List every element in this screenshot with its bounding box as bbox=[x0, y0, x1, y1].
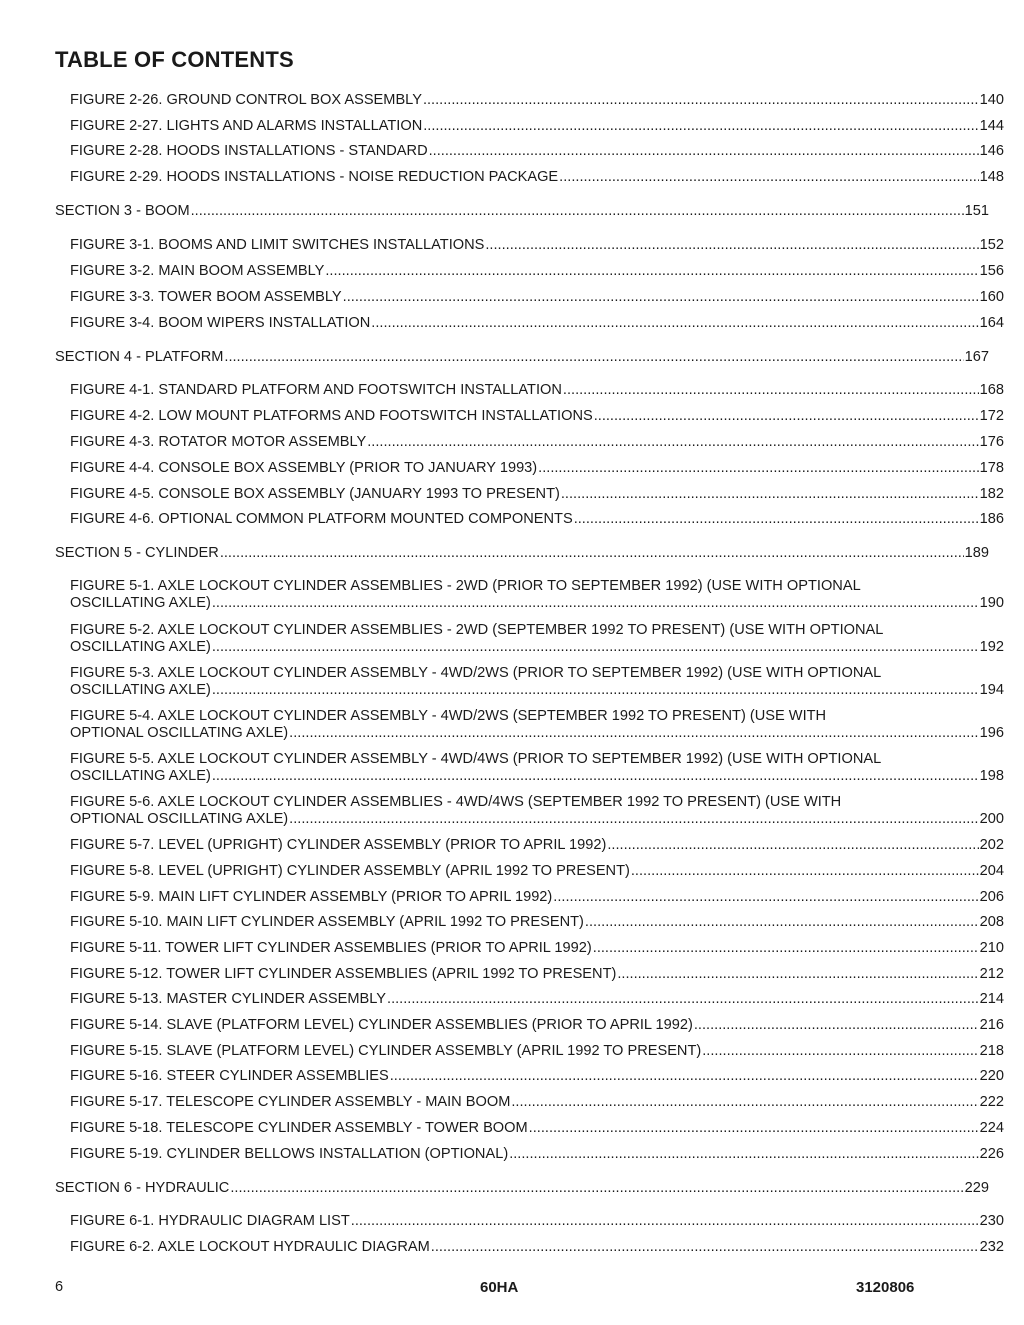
toc-page-number: 144 bbox=[979, 118, 1004, 134]
dot-leader bbox=[230, 1180, 963, 1197]
toc-page-number: 176 bbox=[979, 434, 1004, 450]
toc-entry-title-line1: FIGURE 5-2. AXLE LOCKOUT CYLINDER ASSEMBLIES - 2WD (SEPTEMBER 1992 TO PRESENT) (USE WITH OPTIONAL bbox=[70, 622, 884, 638]
toc-page-number: 206 bbox=[979, 889, 1004, 905]
toc-figure-entry[interactable] bbox=[0, 940, 1004, 957]
toc-entry-title: FIGURE 3-3. TOWER BOOM ASSEMBLY bbox=[70, 289, 342, 305]
dot-leader bbox=[343, 289, 979, 306]
toc-entry-title: FIGURE 5-12. TOWER LIFT CYLINDER ASSEMBLIES (APRIL 1992 TO PRESENT) bbox=[70, 966, 617, 982]
toc-entry-title: SECTION 3 - BOOM bbox=[55, 203, 190, 219]
toc-figure-entry[interactable] bbox=[0, 578, 1004, 612]
toc-figure-entry[interactable] bbox=[0, 92, 1004, 109]
toc-figure-entry[interactable] bbox=[0, 863, 1004, 880]
dot-leader bbox=[607, 837, 978, 854]
dot-leader bbox=[423, 118, 978, 135]
toc-figure-entry[interactable] bbox=[0, 837, 1004, 854]
footer-doc-number: 3120806 bbox=[856, 1279, 915, 1296]
toc-page-number: 220 bbox=[979, 1068, 1004, 1084]
toc-entry-title-line1: FIGURE 5-5. AXLE LOCKOUT CYLINDER ASSEMBLY - 4WD/4WS (PRIOR TO SEPTEMBER 1992) (USE WITH OPTIONAL bbox=[70, 751, 882, 767]
toc-entry-title-line1: FIGURE 5-6. AXLE LOCKOUT CYLINDER ASSEMBLIES - 4WD/4WS (SEPTEMBER 1992 TO PRESENT) (USE WITH bbox=[70, 794, 842, 810]
toc-entry-title: FIGURE 5-18. TELESCOPE CYLINDER ASSEMBLY - TOWER BOOM bbox=[70, 1120, 528, 1136]
toc-page-number: 152 bbox=[979, 237, 1004, 253]
dot-leader bbox=[585, 914, 979, 931]
toc-figure-entry[interactable] bbox=[0, 408, 1004, 425]
toc-entry-title: FIGURE 2-26. GROUND CONTROL BOX ASSEMBLY bbox=[70, 92, 422, 108]
toc-section-entry[interactable] bbox=[0, 349, 989, 366]
toc-page-number: 164 bbox=[979, 315, 1004, 331]
dot-leader bbox=[367, 434, 978, 451]
dot-leader bbox=[631, 863, 979, 880]
page-title: TABLE OF CONTENTS bbox=[55, 47, 294, 72]
toc-page-number: 178 bbox=[979, 460, 1004, 476]
dot-leader bbox=[371, 315, 978, 332]
toc-figure-entry[interactable] bbox=[0, 889, 1004, 906]
toc-page-number: 200 bbox=[979, 811, 1004, 827]
toc-entry-title: FIGURE 5-19. CYLINDER BELLOWS INSTALLATION (OPTIONAL) bbox=[70, 1146, 509, 1162]
dot-leader bbox=[574, 511, 979, 528]
dot-leader bbox=[212, 682, 979, 699]
toc-page-number: 210 bbox=[979, 940, 1004, 956]
toc-entry-title: FIGURE 5-11. TOWER LIFT CYLINDER ASSEMBLIES (PRIOR TO APRIL 1992) bbox=[70, 940, 592, 956]
toc-entry-title: FIGURE 4-2. LOW MOUNT PLATFORMS AND FOOTSWITCH INSTALLATIONS bbox=[70, 408, 593, 424]
dot-leader bbox=[485, 237, 978, 254]
toc-entry-title-line1: FIGURE 5-4. AXLE LOCKOUT CYLINDER ASSEMBLY - 4WD/2WS (SEPTEMBER 1992 TO PRESENT) (USE WITH bbox=[70, 708, 827, 724]
toc-figure-entry[interactable] bbox=[0, 118, 1004, 135]
toc-entry-title: FIGURE 6-2. AXLE LOCKOUT HYDRAULIC DIAGRAM bbox=[70, 1239, 430, 1255]
toc-figure-entry[interactable] bbox=[0, 143, 1004, 160]
toc-entry-title: FIGURE 4-5. CONSOLE BOX ASSEMBLY (JANUARY 1993 TO PRESENT) bbox=[70, 486, 560, 502]
toc-page-number: 190 bbox=[979, 595, 1004, 611]
toc-page-number: 146 bbox=[979, 143, 1004, 159]
dot-leader bbox=[617, 966, 978, 983]
toc-figure-entry[interactable] bbox=[0, 315, 1004, 332]
toc-entry-title: FIGURE 3-2. MAIN BOOM ASSEMBLY bbox=[70, 263, 325, 279]
toc-entry-title: FIGURE 4-6. OPTIONAL COMMON PLATFORM MOUNTED COMPONENTS bbox=[70, 511, 573, 527]
toc-page-number: 222 bbox=[979, 1094, 1004, 1110]
toc-figure-entry[interactable] bbox=[0, 486, 1004, 503]
toc-page-number: 168 bbox=[979, 382, 1004, 398]
toc-entry-title: FIGURE 6-1. HYDRAULIC DIAGRAM LIST bbox=[70, 1213, 350, 1229]
toc-entry-title: SECTION 6 - HYDRAULIC bbox=[55, 1180, 230, 1196]
toc-page-number: 208 bbox=[979, 914, 1004, 930]
dot-leader bbox=[511, 1094, 978, 1111]
dot-leader bbox=[553, 889, 978, 906]
toc-page-number: 204 bbox=[979, 863, 1004, 879]
toc-entry-title: FIGURE 5-8. LEVEL (UPRIGHT) CYLINDER ASSEMBLY (APRIL 1992 TO PRESENT) bbox=[70, 863, 630, 879]
toc-entry-title: SECTION 4 - PLATFORM bbox=[55, 349, 224, 365]
toc-page-number: 151 bbox=[964, 203, 989, 219]
footer-model: 60HA bbox=[480, 1279, 519, 1296]
toc-figure-entry[interactable] bbox=[0, 1094, 1004, 1111]
toc-section-entry[interactable] bbox=[0, 545, 989, 562]
dot-leader bbox=[538, 460, 978, 477]
toc-entry-title: OPTIONAL OSCILLATING AXLE) bbox=[70, 811, 289, 827]
toc-figure-entry[interactable] bbox=[0, 1146, 1004, 1163]
toc-entry-title: FIGURE 2-29. HOODS INSTALLATIONS - NOISE REDUCTION PACKAGE bbox=[70, 169, 559, 185]
toc-entry-title: FIGURE 5-14. SLAVE (PLATFORM LEVEL) CYLINDER ASSEMBLIES (PRIOR TO APRIL 1992) bbox=[70, 1017, 693, 1033]
toc-page-number: 192 bbox=[979, 639, 1004, 655]
dot-leader bbox=[431, 1239, 979, 1256]
dot-leader bbox=[563, 382, 979, 399]
toc-page-number: 167 bbox=[964, 349, 989, 365]
toc-figure-entry[interactable] bbox=[0, 460, 1004, 477]
toc-figure-entry[interactable] bbox=[0, 1213, 1004, 1230]
toc-page-number: 226 bbox=[979, 1146, 1004, 1162]
toc-entry-title: FIGURE 2-28. HOODS INSTALLATIONS - STANDARD bbox=[70, 143, 428, 159]
toc-figure-entry[interactable] bbox=[0, 169, 1004, 186]
toc-entry-title: FIGURE 5-10. MAIN LIFT CYLINDER ASSEMBLY (APRIL 1992 TO PRESENT) bbox=[70, 914, 584, 930]
toc-page-number: 194 bbox=[979, 682, 1004, 698]
dot-leader bbox=[220, 545, 964, 562]
toc-entry-title: FIGURE 5-13. MASTER CYLINDER ASSEMBLY bbox=[70, 991, 387, 1007]
toc-figure-entry[interactable] bbox=[0, 794, 1004, 828]
toc-page-number: 156 bbox=[979, 263, 1004, 279]
toc-entry-title: SECTION 5 - CYLINDER bbox=[55, 545, 219, 561]
toc-figure-entry[interactable] bbox=[0, 1017, 1004, 1034]
toc-entry-title: FIGURE 3-4. BOOM WIPERS INSTALLATION bbox=[70, 315, 371, 331]
toc-figure-entry[interactable] bbox=[0, 991, 1004, 1008]
toc-entry-title: FIGURE 2-27. LIGHTS AND ALARMS INSTALLATION bbox=[70, 118, 423, 134]
toc-page-number: 230 bbox=[979, 1213, 1004, 1229]
toc-entry-title: FIGURE 3-1. BOOMS AND LIMIT SWITCHES INSTALLATIONS bbox=[70, 237, 485, 253]
toc-figure-entry[interactable] bbox=[0, 382, 1004, 399]
dot-leader bbox=[191, 203, 964, 220]
dot-leader bbox=[559, 169, 978, 186]
toc-figure-entry[interactable] bbox=[0, 622, 1004, 656]
toc-entry-title-line1: FIGURE 5-3. AXLE LOCKOUT CYLINDER ASSEMBLY - 4WD/2WS (PRIOR TO SEPTEMBER 1992) (USE WITH OPTIONAL bbox=[70, 665, 882, 681]
dot-leader bbox=[289, 725, 978, 742]
dot-leader bbox=[509, 1146, 978, 1163]
toc-entry-title: OSCILLATING AXLE) bbox=[70, 768, 211, 784]
dot-leader bbox=[325, 263, 978, 280]
toc-figure-entry[interactable] bbox=[0, 1043, 1004, 1060]
toc-section-entry[interactable] bbox=[0, 203, 989, 220]
toc-entry-title: FIGURE 5-16. STEER CYLINDER ASSEMBLIES bbox=[70, 1068, 389, 1084]
dot-leader bbox=[694, 1017, 979, 1034]
dot-leader bbox=[561, 486, 979, 503]
toc-page-number: 182 bbox=[979, 486, 1004, 502]
toc-page-number: 229 bbox=[964, 1180, 989, 1196]
toc-figure-entry[interactable] bbox=[0, 1068, 1004, 1085]
dot-leader bbox=[224, 349, 963, 366]
toc-page-number: 198 bbox=[979, 768, 1004, 784]
dot-leader bbox=[702, 1043, 978, 1060]
dot-leader bbox=[351, 1213, 979, 1230]
toc-figure-entry[interactable] bbox=[0, 966, 1004, 983]
toc-page-number: 216 bbox=[979, 1017, 1004, 1033]
toc-page-number: 202 bbox=[979, 837, 1004, 853]
footer-page-number: 6 bbox=[55, 1279, 64, 1295]
toc-page-number: 172 bbox=[979, 408, 1004, 424]
toc-figure-entry[interactable] bbox=[0, 665, 1004, 699]
toc-entry-title: FIGURE 5-7. LEVEL (UPRIGHT) CYLINDER ASSEMBLY (PRIOR TO APRIL 1992) bbox=[70, 837, 607, 853]
toc-page-number: 218 bbox=[979, 1043, 1004, 1059]
toc-page-number: 189 bbox=[964, 545, 989, 561]
dot-leader bbox=[429, 143, 979, 160]
dot-leader bbox=[593, 940, 979, 957]
dot-leader bbox=[212, 639, 979, 656]
toc-page-number: 214 bbox=[979, 991, 1004, 1007]
toc-page-number: 186 bbox=[979, 511, 1004, 527]
toc-figure-entry[interactable] bbox=[0, 434, 1004, 451]
toc-section-entry[interactable] bbox=[0, 1180, 989, 1197]
toc-figure-entry[interactable] bbox=[0, 1239, 1004, 1256]
toc-page-number: 212 bbox=[979, 966, 1004, 982]
toc-entry-title: FIGURE 5-17. TELESCOPE CYLINDER ASSEMBLY - MAIN BOOM bbox=[70, 1094, 511, 1110]
dot-leader bbox=[212, 768, 979, 785]
toc-entry-title: OSCILLATING AXLE) bbox=[70, 639, 211, 655]
toc-page-number: 160 bbox=[979, 289, 1004, 305]
dot-leader bbox=[594, 408, 979, 425]
toc-entry-title-line1: FIGURE 5-1. AXLE LOCKOUT CYLINDER ASSEMBLIES - 2WD (PRIOR TO SEPTEMBER 1992) (USE WITH OPTIONAL bbox=[70, 578, 861, 594]
dot-leader bbox=[423, 92, 979, 109]
toc-entry-title: OSCILLATING AXLE) bbox=[70, 682, 211, 698]
toc-figure-entry[interactable] bbox=[0, 289, 1004, 306]
toc-entry-title: FIGURE 5-15. SLAVE (PLATFORM LEVEL) CYLINDER ASSEMBLY (APRIL 1992 TO PRESENT) bbox=[70, 1043, 702, 1059]
toc-page-number: 224 bbox=[979, 1120, 1004, 1136]
toc-figure-entry[interactable] bbox=[0, 1120, 1004, 1137]
toc-entry-title: OPTIONAL OSCILLATING AXLE) bbox=[70, 725, 289, 741]
toc-figure-entry[interactable] bbox=[0, 708, 1004, 742]
toc-figure-entry[interactable] bbox=[0, 914, 1004, 931]
dot-leader bbox=[387, 991, 979, 1008]
toc-page-number: 232 bbox=[979, 1239, 1004, 1255]
toc-page-number: 140 bbox=[979, 92, 1004, 108]
toc-entry-title: FIGURE 5-9. MAIN LIFT CYLINDER ASSEMBLY (PRIOR TO APRIL 1992) bbox=[70, 889, 553, 905]
dot-leader bbox=[529, 1120, 979, 1137]
toc-entry-title: FIGURE 4-1. STANDARD PLATFORM AND FOOTSWITCH INSTALLATION bbox=[70, 382, 562, 398]
toc-entry-title: FIGURE 4-4. CONSOLE BOX ASSEMBLY (PRIOR TO JANUARY 1993) bbox=[70, 460, 538, 476]
toc-figure-entry[interactable] bbox=[0, 263, 1004, 280]
toc-figure-entry[interactable] bbox=[0, 511, 1004, 528]
dot-leader bbox=[212, 595, 979, 612]
toc-page-number: 148 bbox=[979, 169, 1004, 185]
toc-figure-entry[interactable] bbox=[0, 237, 1004, 254]
dot-leader bbox=[289, 811, 978, 828]
toc-entry-title: OSCILLATING AXLE) bbox=[70, 595, 211, 611]
toc-page-number: 196 bbox=[979, 725, 1004, 741]
toc-entry-title: FIGURE 4-3. ROTATOR MOTOR ASSEMBLY bbox=[70, 434, 367, 450]
dot-leader bbox=[390, 1068, 979, 1085]
toc-figure-entry[interactable] bbox=[0, 751, 1004, 785]
